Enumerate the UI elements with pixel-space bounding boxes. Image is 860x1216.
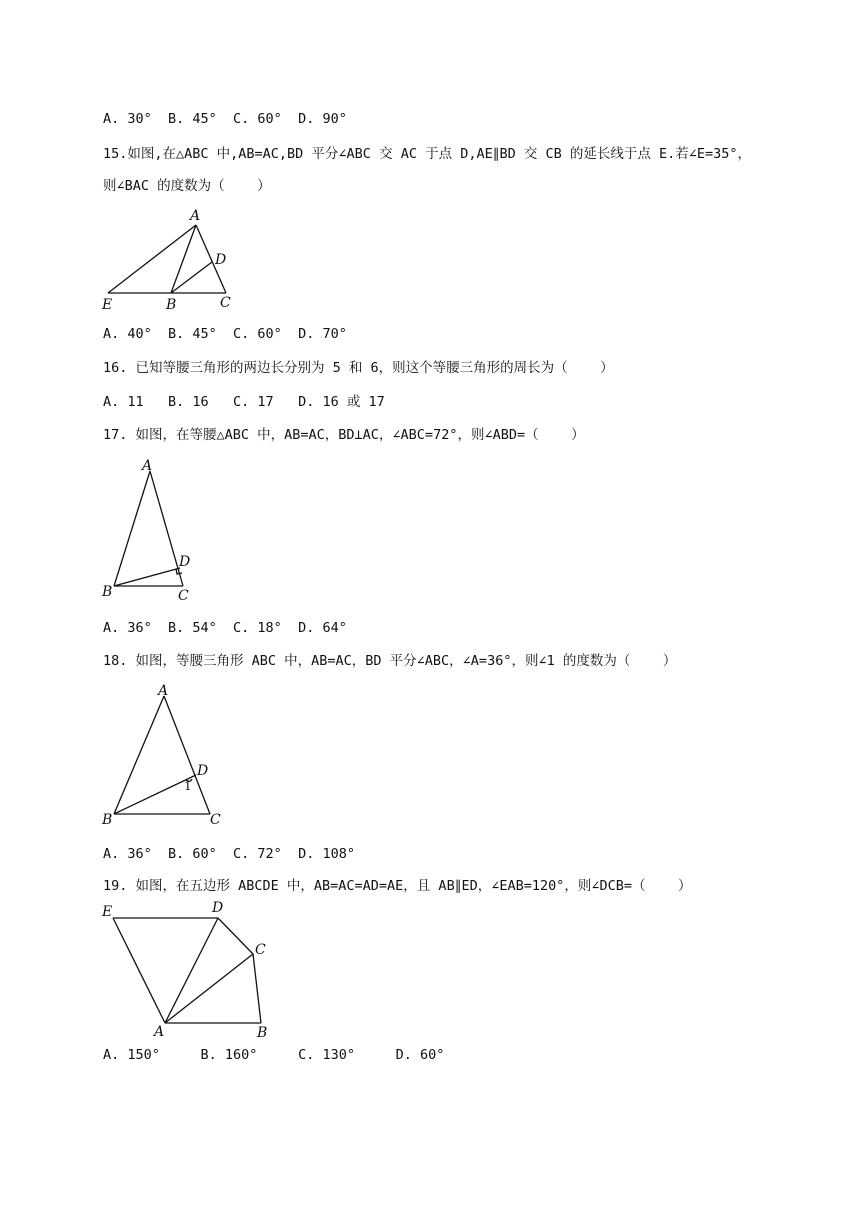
q19-options: A. 150° B. 160° C. 130° D. 60° — [103, 1047, 445, 1063]
q18-figure — [98, 683, 238, 828]
q17-label-a: A — [142, 458, 153, 474]
q18-label-one: 1 — [184, 779, 192, 793]
q19-label-a: A — [154, 1024, 165, 1040]
q15-question-line2: 则∠BAC 的度数为（ ） — [103, 178, 271, 194]
q18-label-c: C — [210, 812, 221, 828]
q17-label-d: D — [179, 554, 191, 570]
q17-segment-ab — [114, 471, 150, 586]
q15-label-c: C — [220, 295, 231, 311]
q17-label-c: C — [178, 588, 189, 604]
q17-question: 17. 如图，在等腰△ABC 中，AB=AC，BD⊥AC，∠ABC=72°，则∠ABD=（ ） — [103, 427, 585, 443]
q18-label-d: D — [197, 763, 209, 779]
q18-label-b: B — [102, 812, 113, 828]
q18-options: A. 36° B. 60° C. 72° D. 108° — [103, 846, 355, 862]
q19-figure — [98, 898, 278, 1043]
q18-question: 18. 如图，等腰三角形 ABC 中，AB=AC，BD 平分∠ABC，∠A=36°，则∠1 的度数为（ ） — [103, 653, 677, 669]
q19-label-e: E — [102, 904, 113, 920]
q19-label-c: C — [255, 942, 266, 958]
q15-label-a: A — [190, 208, 201, 224]
q19-segment-dc — [218, 918, 253, 954]
q15-label-b: B — [166, 297, 177, 313]
q17-segment-bd — [114, 568, 180, 586]
q14-options: A. 30° B. 45° C. 60° D. 90° — [103, 111, 347, 127]
q19-segment-ad — [165, 918, 218, 1023]
q15-label-e: E — [102, 297, 113, 313]
q19-label-d: D — [212, 900, 224, 916]
q18-label-a: A — [158, 683, 169, 699]
q17-figure — [98, 455, 208, 605]
q17-label-b: B — [102, 584, 113, 600]
q16-options: A. 11 B. 16 C. 17 D. 16 或 17 — [103, 394, 385, 410]
q15-options: A. 40° B. 45° C. 60° D. 70° — [103, 326, 347, 342]
q15-segment-ea — [108, 225, 196, 293]
q18-segment-ab — [114, 696, 164, 814]
q17-options: A. 36° B. 54° C. 18° D. 64° — [103, 620, 347, 636]
q19-segment-ac — [165, 954, 253, 1023]
q19-segment-cb — [253, 954, 261, 1023]
q19-segment-ea — [113, 918, 165, 1023]
q16-question: 16. 已知等腰三角形的两边长分别为 5 和 6，则这个等腰三角形的周长为（ ） — [103, 360, 614, 376]
q19-label-b: B — [257, 1025, 268, 1041]
q15-question-line1: 15.如图,在△ABC 中,AB=AC,BD 平分∠ABC 交 AC 于点 D,AE∥BD 交 CB 的延长线于点 E.若∠E=35°， — [103, 146, 752, 162]
q15-figure — [98, 205, 248, 315]
q15-label-d: D — [215, 252, 227, 268]
q18-segment-ac — [164, 696, 210, 814]
q19-question: 19. 如图，在五边形 ABCDE 中，AB=AC=AD=AE，且 AB∥ED，∠EAB=120°，则∠DCB=（ ） — [103, 878, 692, 894]
